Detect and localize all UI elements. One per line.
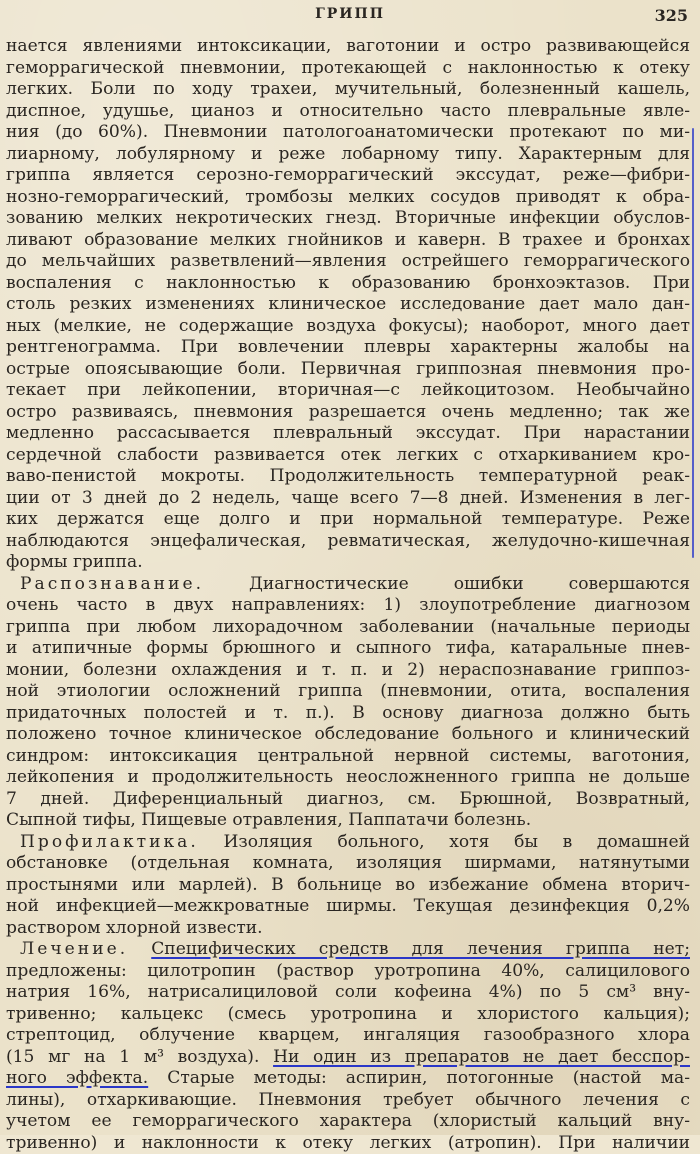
text-fragment: Старые методы: аспирин, потогонные (настой ма- [167,1068,690,1088]
text-line: тривенно) и наклонности к отеку легких (атропин). При наличии [6,1133,690,1154]
section-first-line [6,832,690,854]
text-line: натрия 16%, натрисалициловой соли кофеина 4%) по 5 см³ вну- [6,982,690,1004]
text-line: диспное, удушье, цианоз и относительно часто плевральные явле- [6,101,690,123]
text-line: лины), отхаркивающие. Пневмония требует обычного лечения с [6,1090,690,1112]
text-line: легких. Боли по ходу трахеи, мучительный, болезненный кашель, [6,79,690,101]
text-line: воспаления с наклонностью к образованию бронхоэктазов. При [6,273,690,295]
text-line: учетом ее геморрагического характера (хлористый кальций вну- [6,1111,690,1133]
text-line: ких держатся еще долго и при нормальной температуре. Реже [6,509,690,531]
running-title: ГРИПП [0,6,700,22]
page-number: 325 [655,6,688,25]
text-line: рентгенограмма. При вовлечении плевры характерны жалобы на [6,337,690,359]
text-line: столь резких изменениях клиническое исследование дает мало дан- [6,294,690,316]
underlined-phrase: Ни один из препаратов не дает бесспор- [273,1047,690,1067]
text-line: ваво-пенистой мокроты. Продолжительность температурной реак- [6,466,690,488]
text-line: предложены: цилотропин (раствор уротропина 40%, салицилового [6,961,690,983]
text-line: простынями или марлей). В больнице во избежание обмена вторич- [6,875,690,897]
underlined-phrase: Специфических средств для лечения гриппа нет; [151,939,690,959]
text-line [6,1047,690,1069]
text-line: лейкопения и продолжительность неосложненного гриппа не дольше [6,767,690,789]
text-line: 7 дней. Диференциальный диагноз, см. Брюшной, Возвратный, [6,789,690,811]
text-line: зованию мелких некротических гнезд. Вторичные инфекции обуслов- [6,208,690,230]
section-heading-treatment: Лечение. [20,939,128,959]
text-line: остро развиваясь, пневмония разрешается очень медленно; так же [6,402,690,424]
text-line: гриппа является серозно-геморрагический экссудат, реже—фибри- [6,165,690,187]
text-line: монии, болезни охлаждения и т. п. и 2) нераспознавание гриппоз- [6,660,690,682]
section-first-line [6,939,690,961]
body-text [6,36,690,1154]
text-line: острые опоясывающие боли. Первичная гриппозная пневмония про- [6,359,690,381]
text-line: положено точное клиническое обследование больного и клинический [6,724,690,746]
text-line: ной этиологии осложнений гриппа (пневмонии, отита, воспаления [6,681,690,703]
text-line: очень часто в двух направлениях: 1) злоупотребление диагнозом [6,595,690,617]
underlined-phrase: ного эффекта. [6,1068,148,1088]
text-fragment: Изоляция больного, хотя бы в домашней [223,832,690,852]
text-line: нается явлениями интоксикации, ваготонии и остро развивающейся [6,36,690,58]
section-heading-prevention: Профилактика. [20,832,199,852]
text-line: до мельчайших разветвлений—явления острейшего геморрагического [6,251,690,273]
text-line: нозно-геморрагический, тромбозы мелких сосудов приводят к обра- [6,187,690,209]
text-line: текает при лейкопении, вторичная—с лейкоцитозом. Необычайно [6,380,690,402]
page-header [0,6,700,28]
margin-ink-mark [692,128,694,558]
text-line: медленно рассасывается плевральный экссудат. При нарастании [6,423,690,445]
text-line: геморрагической пневмонии, протекающей с наклонностью к отеку [6,58,690,80]
text-line: и атипичные формы брюшного и сыпного тифа, катаральные пнев- [6,638,690,660]
text-line: стрептоцид, облучение кварцем, ингаляция газообразного хлора [6,1025,690,1047]
text-line: гриппа при любом лихорадочном заболевании (начальные периоды [6,617,690,639]
text-fragment: (15 мг на 1 м³ воздуха). [6,1047,259,1067]
text-line [6,1068,690,1090]
text-fragment: Диагностические ошибки совершаются [249,574,690,594]
text-line: ния (до 60%). Пневмонии патологоанатомически протекают по ми- [6,122,690,144]
section-heading-diagnosis: Распознавание. [20,574,204,594]
text-line: ции от 3 дней до 2 недель, чаще всего 7—8 дней. Изменения в лег- [6,488,690,510]
text-line: синдром: интоксикация центральной нервной системы, ваготония, [6,746,690,768]
text-line: ной инфекцией—межкроватные ширмы. Текущая дезинфекция 0,2% [6,896,690,918]
text-line: ливают образование мелких гнойников и каверн. В трахее и бронхах [6,230,690,252]
text-line: формы гриппа. [6,552,690,574]
text-line: лиарному, лобулярному и реже лобарному типу. Характерным для [6,144,690,166]
text-line: раствором хлорной извести. [6,918,690,940]
text-line: тривенно; кальцекс (смесь уротропина и хлористого кальция); [6,1004,690,1026]
text-line: ных (мелкие, не содержащие воздуха фокусы); наоборот, много дает [6,316,690,338]
text-line: обстановке (отдельная комната, изоляция ширмами, натянутыми [6,853,690,875]
text-line: наблюдаются энцефалическая, ревматическая, желудочно-кишечная [6,531,690,553]
text-line: сердечной слабости развивается отек легких с отхаркиванием кро- [6,445,690,467]
section-first-line [6,574,690,596]
text-line: придаточных полостей и т. п.). В основу диагноза должно быть [6,703,690,725]
text-line: Сыпной тифы, Пищевые отравления, Паппатачи болезнь. [6,810,690,832]
